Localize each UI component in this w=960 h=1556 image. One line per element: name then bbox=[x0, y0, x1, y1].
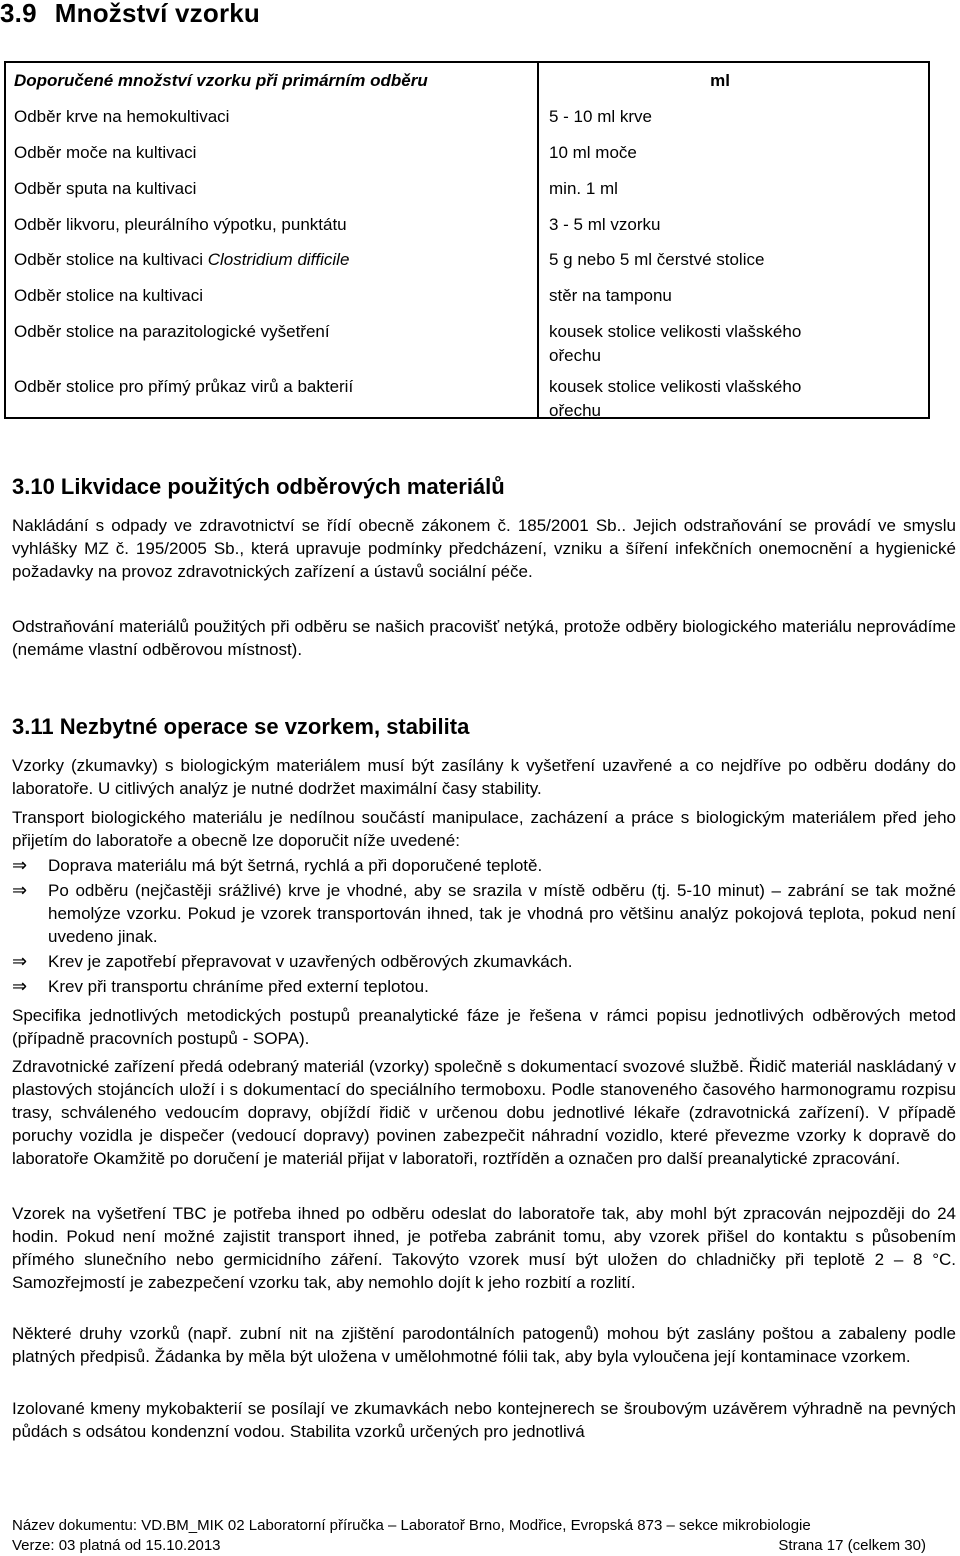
table-row-value: 5 - 10 ml krve bbox=[549, 107, 652, 126]
double-arrow-icon: ⇒ bbox=[12, 855, 28, 875]
double-arrow-icon: ⇒ bbox=[12, 951, 28, 971]
section-heading-3-11: 3.11 Nezbytné operace se vzorkem, stabilita bbox=[12, 714, 470, 739]
sample-quantity-table bbox=[4, 61, 930, 419]
paragraph: Transport biologického materiálu je nedílnou součástí manipulace, zacházení a práce s biologickým materiálem před jeho přijetím do laboratoře a obecně lze doporučit níže uvedené: bbox=[12, 808, 956, 850]
table-column-procedure bbox=[6, 63, 537, 417]
paragraph: Specifika jednotlivých metodických postupů preanalytické fáze je řešena v rámci popisu jednotlivých odběrových metod (případně pracovních postupů - SOPA). bbox=[12, 1006, 956, 1048]
paragraph: Izolované kmeny mykobakterií se posílají ve zkumavkách nebo kontejnerech se šroubovým uzávěrem výhradně na pevných půdách s odsátou kondenzní vodou. Stabilita vzorků určených pro jednotlivá bbox=[12, 1399, 956, 1441]
footer-version-line bbox=[12, 1536, 956, 1556]
organism-name: Clostridium difficile bbox=[207, 250, 350, 269]
table-column-quantity bbox=[537, 63, 928, 420]
paragraph: Nakládání s odpady ve zdravotnictví se řídí obecně zákonem č. 185/2001 Sb.. Jejich odstraňování se provádí ve smyslu vyhlášky MZ č. 195/2005 Sb., která upravuje podmínky předcházení, vzniku a šíření infekčních onemocnění a hygienické požadavky na provoz zdravotnických zařízení a ústavů sociální péče. bbox=[12, 516, 956, 581]
double-arrow-icon: ⇒ bbox=[12, 880, 28, 900]
list-item-text: Krev při transportu chráníme před externí teplotou. bbox=[48, 977, 429, 996]
table-row-value: 3 - 5 ml vzorku bbox=[549, 215, 661, 234]
table-row-label: Odběr likvoru, pleurálního výpotku, punktátu bbox=[14, 215, 347, 234]
footer-version: Verze: 03 platná od 15.10.2013 bbox=[12, 1537, 221, 1554]
table-row-label: Odběr stolice pro přímý průkaz virů a bakterií bbox=[14, 377, 354, 396]
table-row-label: Odběr sputa na kultivaci bbox=[14, 179, 197, 198]
table-row-label: Odběr stolice na kultivaci Clostridium difficile bbox=[14, 250, 350, 269]
table-header-right: ml bbox=[710, 71, 730, 90]
footer-page-number: Strana 17 (celkem 30) bbox=[778, 1537, 926, 1554]
paragraph: Vzorek na vyšetření TBC je potřeba ihned po odběru odeslat do laboratoře tak, aby mohl být zpracován nejpozději do 24 hodin. Pokud není možné zajistit transport ihned, je potřeba zabránit tomu, aby vzorek přišel do kontaktu s působením přímého slunečního nebo germicidního záření. Takovýto vzorek musí být uložen do chladničky při teplotě 2 – 8 °C. Samozřejmostí je zabezpečení vzorku tak, aby nemohlo dojít k jeho rozbití a rozlití. bbox=[12, 1204, 956, 1292]
list-item-text: Doprava materiálu má být šetrná, rychlá a při doporučené teplotě. bbox=[48, 856, 543, 875]
paragraph: Odstraňování materiálů použitých při odběru se našich pracovišť netýká, protože odběry biologického materiálu neprovádíme (nemáme vlastní odběrovou místnost). bbox=[12, 617, 956, 659]
table-row-value: 5 g nebo 5 ml čerstvé stolice bbox=[549, 250, 765, 269]
table-row-value: 10 ml moče bbox=[549, 143, 637, 162]
table-row-label: Odběr moče na kultivaci bbox=[14, 143, 197, 162]
double-arrow-icon: ⇒ bbox=[12, 976, 28, 996]
table-row-label: Odběr stolice na kultivaci bbox=[14, 286, 203, 305]
table-row-value: kousek stolice velikosti vlašského ořechu bbox=[549, 377, 802, 420]
table-row-value: min. 1 ml bbox=[549, 179, 618, 198]
table-row-label: Odběr krve na hemokultivaci bbox=[14, 107, 230, 126]
section-title: Množství vzorku bbox=[54, 0, 260, 28]
list-item-text: Po odběru (nejčastěji srážlivé) krve je vhodné, aby se srazila v místě odběru (tj. 5-10 minut) – zabrání se tak možné hemolýze vzorku. Pokud je vzorek transportován ihned, tak je vhodná pro většinu analýz pokojová teplota, pokud není uvedeno jinak. bbox=[48, 881, 956, 946]
section-heading-3-9 bbox=[0, 0, 260, 29]
table-row-label: Odběr stolice na parazitologické vyšetření bbox=[14, 322, 330, 341]
footer-document-name: Název dokumentu: VD.BM_MIK 02 Laboratorní příručka – Laboratoř Brno, Modřice, Evropská 873 – sekce mikrobiologie bbox=[12, 1517, 811, 1534]
section-heading-3-10: 3.10 Likvidace použitých odběrových materiálů bbox=[12, 474, 505, 499]
table-row-value: stěr na tamponu bbox=[549, 286, 672, 305]
section-number: 3.9 bbox=[0, 0, 37, 28]
list-item-text: Krev je zapotřebí přepravovat v uzavřených odběrových zkumavkách. bbox=[48, 952, 573, 971]
paragraph: Vzorky (zkumavky) s biologickým materiálem musí být zasílány k vyšetření uzavřené a co nejdříve po odběru dodány do laboratoře. U citlivých analýz je nutné dodržet maximální časy stability. bbox=[12, 756, 956, 798]
table-header-left: Doporučené množství vzorku při primárním odběru bbox=[14, 71, 428, 90]
table-row-value: kousek stolice velikosti vlašského ořechu bbox=[549, 322, 802, 365]
paragraph: Zdravotnické zařízení předá odebraný materiál (vzorky) společně s dokumentací svozové službě. Řidič materiál naskládaný v plastových stojáncích uloží i s dokumentací do speciálního termoboxu. Podle stanoveného časového harmonogramu rozpisu trasy, schváleného vedoucím dopravy, objíždí řidič v určenou dobu jednotlivé lékaře (zdravotnická zařízení). V případě poruchy vozidla je dispečer (vedoucí dopravy) povinen zabezpečit náhradní vozidlo, které převezme vzorky k dopravě do laboratoře Okamžitě po doručení je materiál přijat v laboratoři, roztříděn a označen pro další preanalytické zpracování. bbox=[12, 1057, 956, 1168]
paragraph: Některé druhy vzorků (např. zubní nit na zjištění parodontálních patogenů) mohou být zaslány poštou a zabaleny podle platných předpisů. Žádanka by měla být uložena v umělohmotné fólii tak, aby byla vyloučena její kontaminace vzorkem. bbox=[12, 1324, 956, 1366]
